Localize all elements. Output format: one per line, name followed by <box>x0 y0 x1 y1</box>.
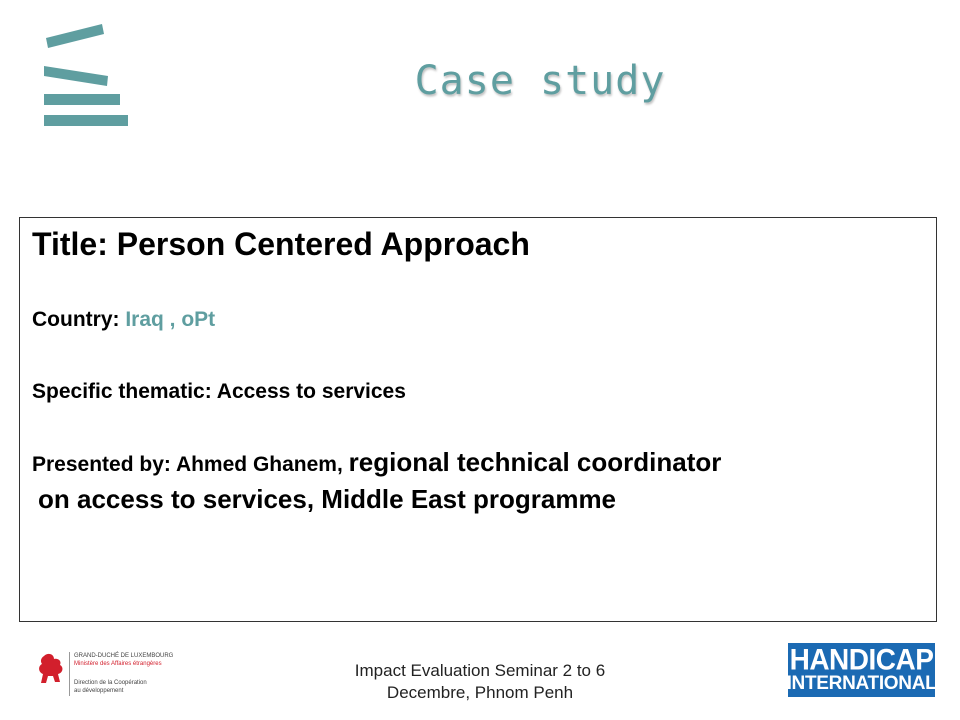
country-value: Iraq , oPt <box>125 308 216 331</box>
lux-line2: Ministère des Affaires étrangères <box>74 661 162 667</box>
lux-line4: au développement <box>74 688 124 694</box>
footer-line1: Impact Evaluation Seminar 2 to 6 <box>354 661 606 680</box>
footer-text <box>310 660 650 704</box>
lion-icon <box>36 652 66 686</box>
case-title: Title: Person Centered Approach <box>32 226 530 262</box>
country-label: Country: <box>32 308 126 331</box>
footer-line2: Decembre, Phnom Penh <box>386 683 574 702</box>
presenter-role: regional technical coordinator <box>348 447 722 477</box>
thematic-value: Access to services <box>216 380 406 403</box>
lux-line3: Direction de la Coopération <box>74 680 147 686</box>
presenter-label: Presented by: <box>32 453 176 476</box>
thematic-label: Specific thematic: <box>32 380 217 403</box>
hi-logo-line2: INTERNATIONAL <box>786 673 937 694</box>
lux-line1: GRAND-DUCHÉ DE LUXEMBOURG <box>74 653 174 659</box>
hi-logo-line1: HANDICAP <box>789 643 934 676</box>
luxembourg-ministry-logo <box>36 650 176 700</box>
logo-divider <box>69 652 70 696</box>
presenter-role-continued: on access to services, Middle East programme <box>38 484 617 514</box>
slide-title: Case study <box>414 58 666 104</box>
presenter-line <box>32 447 721 478</box>
presenter-name: Ahmed Ghanem, <box>175 453 349 476</box>
handicap-international-logo <box>788 643 935 697</box>
thematic-line <box>32 380 406 404</box>
country-line <box>32 308 215 332</box>
case-study-box <box>19 217 937 622</box>
